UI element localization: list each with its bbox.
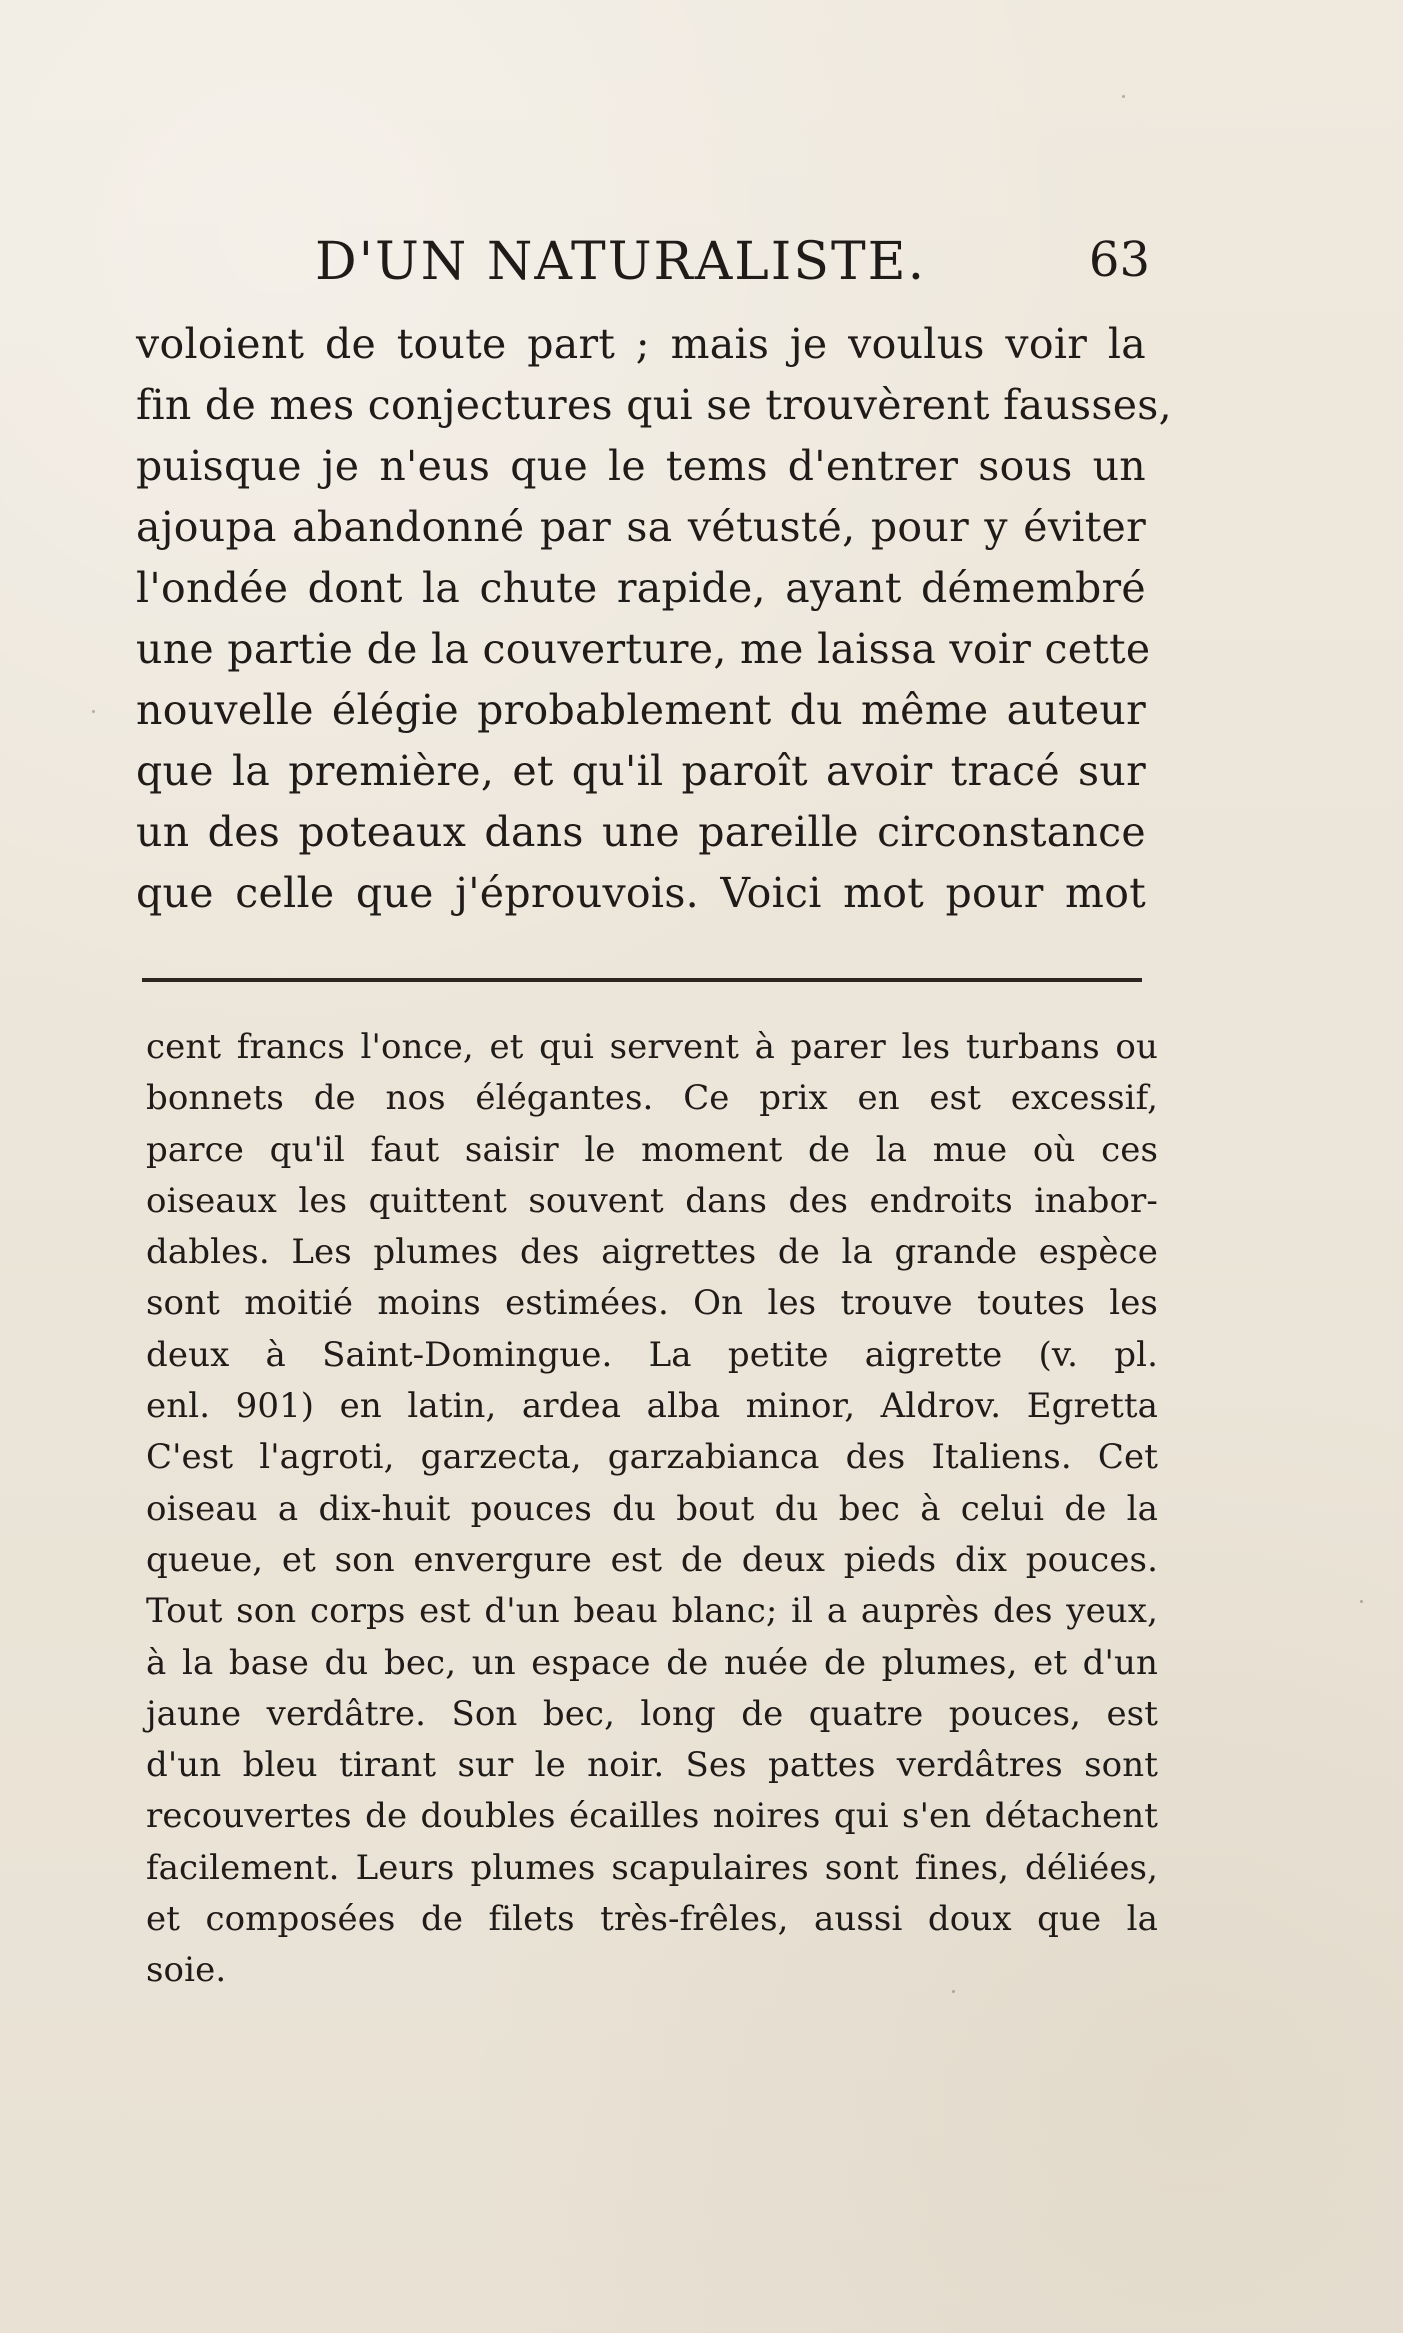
footnote-line: sont moitié moins estimées. On les trouve toutes les: [146, 1283, 1158, 1324]
footnote-line: deux à Saint-Domingue. La petite aigrette (v. pl.: [146, 1334, 1158, 1375]
main-text-line: voloient de toute part ; mais je voulus voir la: [136, 320, 1146, 368]
footnote-line: oiseaux les quittent souvent dans des endroits inabor-: [146, 1180, 1158, 1221]
main-text-line: que la première, et qu'il paroît avoir tracé sur: [136, 747, 1146, 795]
running-title: D'UN NATURALISTE.: [315, 232, 927, 292]
page-header: [140, 232, 1150, 306]
paper-speck: [92, 710, 95, 713]
main-text-line: puisque je n'eus que le tems d'entrer sous un: [136, 442, 1146, 490]
main-text-line: un des poteaux dans une pareille circonstance: [136, 808, 1146, 856]
footnote-line: facilement. Leurs plumes scapulaires sont fines, déliées,: [146, 1847, 1158, 1888]
main-text-line: fin de mes conjectures qui se trouvèrent fausses,: [136, 381, 1172, 429]
page-number: 63: [1088, 232, 1150, 288]
footnote-line: C'est l'agroti, garzecta, garzabianca des Italiens. Cet: [146, 1437, 1158, 1478]
paper-speck: [1122, 95, 1125, 98]
footnote-line: recouvertes de doubles écailles noires qui s'en détachent: [146, 1796, 1158, 1837]
footnote-line: enl. 901) en latin, ardea alba minor, Aldrov. Egretta: [146, 1386, 1158, 1427]
footnote-line: jaune verdâtre. Son bec, long de quatre pouces, est: [146, 1693, 1158, 1734]
footnote-line: Tout son corps est d'un beau blanc; il a auprès des yeux,: [146, 1591, 1158, 1632]
footnote-line: et composées de filets très-frêles, aussi doux que la: [146, 1899, 1158, 1940]
footnote-line: queue, et son envergure est de deux pieds dix pouces.: [146, 1539, 1158, 1580]
footnote-divider: [142, 978, 1142, 982]
paper-speck: [1360, 1600, 1363, 1603]
footnote: [146, 1022, 1158, 1997]
footnote-line: soie.: [146, 1950, 227, 1991]
footnote-line: oiseau a dix-huit pouces du bout du bec à celui de la: [146, 1488, 1158, 1529]
main-text-line: ajoupa abandonné par sa vétusté, pour y éviter: [136, 503, 1146, 551]
footnote-line: bonnets de nos élégantes. Ce prix en est excessif,: [146, 1078, 1158, 1119]
main-text-line: que celle que j'éprouvois. Voici mot pour mot: [136, 869, 1146, 917]
main-text-line: une partie de la couverture, me laissa voir cette: [136, 625, 1151, 673]
main-text: [136, 314, 1172, 924]
main-text-line: nouvelle élégie probablement du même auteur: [136, 686, 1146, 734]
main-text-line: l'ondée dont la chute rapide, ayant démembré: [136, 564, 1146, 612]
footnote-line: à la base du bec, un espace de nuée de plumes, et d'un: [146, 1642, 1158, 1683]
footnote-line: d'un bleu tirant sur le noir. Ses pattes verdâtres sont: [146, 1745, 1158, 1786]
footnote-line: parce qu'il faut saisir le moment de la mue où ces: [146, 1129, 1158, 1170]
footnote-line: dables. Les plumes des aigrettes de la grande espèce: [146, 1232, 1158, 1273]
footnote-line: cent francs l'once, et qui servent à parer les turbans ou: [146, 1027, 1158, 1067]
